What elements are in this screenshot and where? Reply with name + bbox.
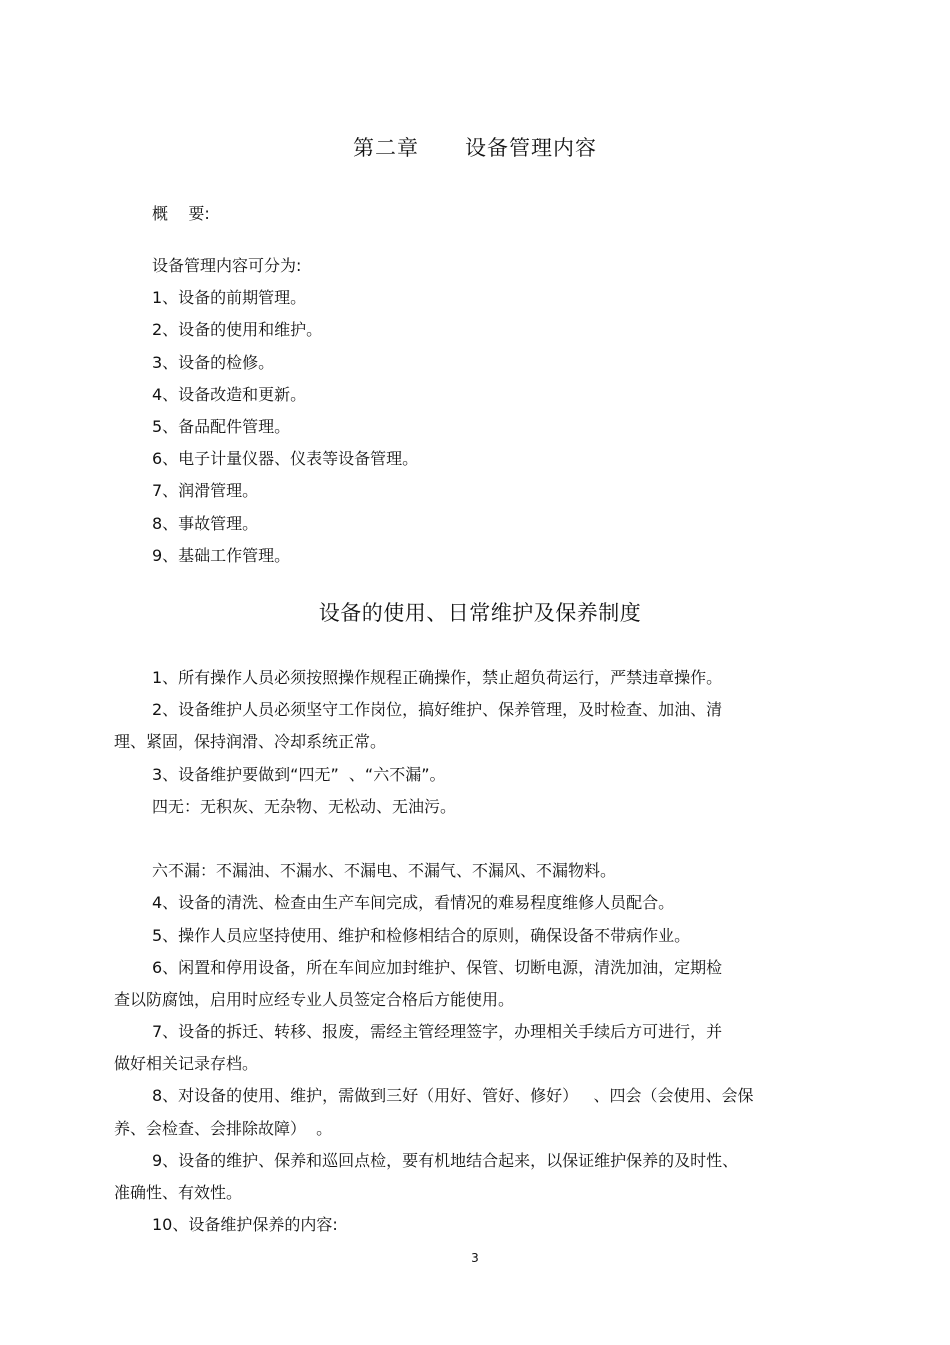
list-item: 2、设备的使用和维护。 xyxy=(152,320,323,340)
management-content-list xyxy=(152,250,418,572)
paragraph-7-line-2: 做好相关记录存档。 xyxy=(114,1054,259,1074)
list-item: 8、事故管理。 xyxy=(152,513,259,533)
paragraph-10: 10、设备维护保养的内容: xyxy=(152,1215,338,1235)
paragraph-2-line-2: 理、紧固，保持润滑、冷却系统正常。 xyxy=(114,732,387,752)
list-item: 1、设备的前期管理。 xyxy=(152,288,307,308)
paragraph-1: 1、所有操作人员必须按照操作规程正确操作，禁止超负荷运行，严禁违章操作。 xyxy=(152,668,723,687)
paragraph-7-line-1: 7、设备的拆迁、转移、报废，需经主管经理签字，办理相关手续后方可进行，并 xyxy=(152,1022,723,1042)
list-intro: 设备管理内容可分为: xyxy=(152,256,302,275)
list-item: 3、设备的检修。 xyxy=(152,352,275,372)
section-body xyxy=(114,662,844,1241)
paragraph-9-line-1: 9、设备的维护、保养和巡回点检，要有机地结合起来，以保证维护保养的及时性、 xyxy=(152,1150,739,1170)
paragraph-4: 4、设备的清洗、检查由生产车间完成，看情况的难易程度维修人员配合。 xyxy=(152,893,675,913)
six-no-leaks-line: 六不漏：不漏油、不漏水、不漏电、不漏气、不漏风、不漏物料。 xyxy=(152,861,617,881)
paragraph-8-line-2: 养、会检查、会排除故障） 。 xyxy=(114,1118,333,1138)
chapter-title: 第二章 设备管理内容 xyxy=(352,136,598,160)
paragraph-3: 3、设备维护要做到“四无” 、“六不漏”。 xyxy=(152,764,446,784)
list-item: 7、润滑管理。 xyxy=(152,481,259,501)
paragraph-9-line-2: 准确性、有效性。 xyxy=(114,1183,243,1202)
section-title: 设备的使用、日常维护及保养制度 xyxy=(318,601,642,625)
list-item: 9、基础工作管理。 xyxy=(152,545,291,565)
list-item: 5、备品配件管理。 xyxy=(152,416,291,436)
list-item: 6、电子计量仪器、仪表等设备管理。 xyxy=(152,449,419,469)
paragraph-6-line-1: 6、闲置和停用设备，所在车间应加封维护、保管、切断电源，清洗加油，定期检 xyxy=(152,957,723,977)
four-nos-line: 四无：无积灰、无杂物、无松动、无油污。 xyxy=(152,796,457,816)
paragraph-6-line-2: 查以防腐蚀，启用时应经专业人员签定合格后方能使用。 xyxy=(114,989,515,1009)
paragraph-2-line-1: 2、设备维护人员必须坚守工作岗位，搞好维护、保养管理，及时检查、加油、清 xyxy=(152,700,723,720)
paragraph-8-line-1: 8、对设备的使用、维护，需做到三好（用好、管好、修好） 、四会（会使用、会保 xyxy=(152,1086,754,1106)
paragraph-5: 5、操作人员应坚持使用、维护和检修相结合的原则，确保设备不带病作业。 xyxy=(152,925,691,945)
blank-line xyxy=(114,823,844,855)
list-item: 4、设备改造和更新。 xyxy=(152,384,307,404)
summary-label: 概 要: xyxy=(152,204,210,223)
page-number: 3 xyxy=(471,1251,479,1265)
